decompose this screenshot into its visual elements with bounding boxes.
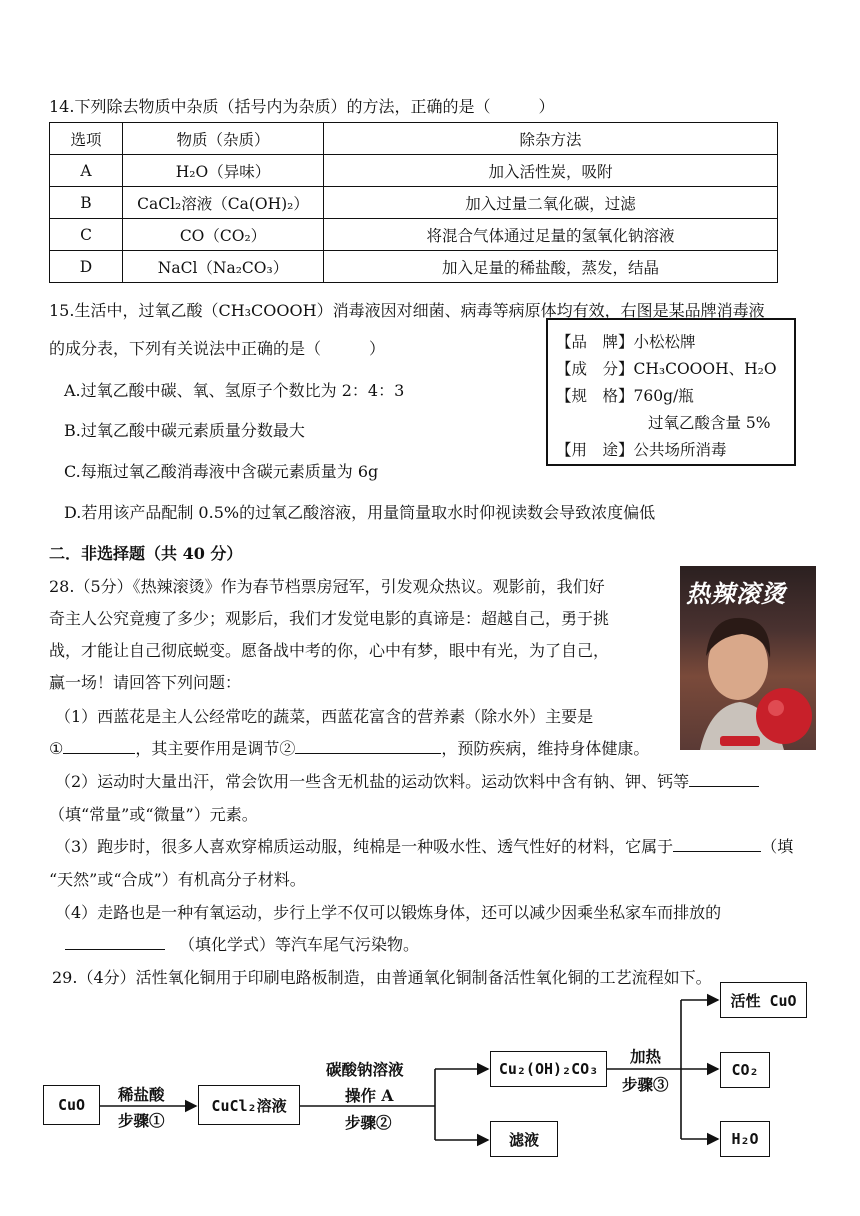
q28-part1-line1: （1）西蓝花是主人公经常吃的蔬菜，西蓝花富含的营养素（除水外）主要是 xyxy=(55,707,594,726)
header-method: 除杂方法 xyxy=(324,123,778,155)
row-option: A xyxy=(50,155,123,187)
row-option: C xyxy=(50,219,123,251)
product-ingredients: 【成 分】CH₃COOOH、H₂O xyxy=(556,360,777,378)
q28-part2-line2: （填“常量”或“微量”）元素。 xyxy=(49,805,258,824)
answer-blank-1[interactable] xyxy=(63,737,135,754)
product-content: 过氧乙酸含量 5% xyxy=(648,414,771,432)
q15-option-c: C.每瓶过氧乙酸消毒液中含碳元素质量为 6g xyxy=(64,462,379,481)
poster-figure-icon xyxy=(680,566,816,750)
q28-part4-text: （填化学式）等汽车尾气污染物。 xyxy=(179,935,420,954)
q28-line3: 战，才能让自己彻底蜕变。愿备战中考的你，心中有梦，眼中有光，为了自己， xyxy=(49,641,610,660)
q14-stem: 14.下列除去物质中杂质（括号内为杂质）的方法，正确的是（ ） xyxy=(49,97,555,116)
q15-stem-line2: 的成分表，下列有关说法中正确的是（ ） xyxy=(49,339,386,358)
q15-stem-line1: 15.生活中，过氧乙酸（CH₃COOOH）消毒液因对细菌、病毒等病原体均有效，右图是某品牌消毒液 xyxy=(49,301,765,320)
q28-part1-line2 xyxy=(49,736,649,759)
q15-option-b: B.过氧乙酸中碳元素质量分数最大 xyxy=(64,421,305,440)
q28-part1-end: ，预防疾病，维持身体健康。 xyxy=(441,739,650,758)
row-method: 将混合气体通过足量的氢氧化钠溶液 xyxy=(324,219,778,251)
q14-table xyxy=(49,122,778,283)
row-method: 加入过量二氧化碳，过滤 xyxy=(324,187,778,219)
q28-part4-line2 xyxy=(65,932,419,955)
row-option: B xyxy=(50,187,123,219)
row-substance: CO（CO₂） xyxy=(123,219,324,251)
row-substance: CaCl₂溶液（Ca(OH)₂） xyxy=(123,187,324,219)
table-header-row xyxy=(50,123,778,155)
header-substance: 物质（杂质） xyxy=(123,123,324,155)
q15-option-d: D.若用该产品配制 0.5%的过氧乙酸溶液，用量筒量取水时仰视读数会导致浓度偏低 xyxy=(64,503,656,522)
product-spec: 【规 格】760g/瓶 xyxy=(556,387,694,405)
box-basic-carbonate: Cu₂(OH)₂CO₃ xyxy=(490,1051,607,1087)
q28-part2-text: （2）运动时大量出汗，常会饮用一些含无机盐的运动饮料。运动饮料中含有钠、钾、钙等 xyxy=(55,772,690,791)
row-method: 加入活性炭，吸附 xyxy=(324,155,778,187)
product-usage: 【用 途】公共场所消毒 xyxy=(556,441,727,459)
row-method: 加入足量的稀盐酸，蒸发，结晶 xyxy=(324,251,778,283)
table-row xyxy=(50,155,778,187)
poster-title: 热辣滚烫 xyxy=(686,579,786,608)
q28-part3-line1 xyxy=(55,834,793,857)
answer-blank-2[interactable] xyxy=(295,737,441,754)
q28-part2-line1 xyxy=(55,769,759,792)
box-h2o: H₂O xyxy=(720,1121,770,1157)
section-title: 二．非选择题（共 40 分） xyxy=(49,544,243,563)
q28-part3-line2: “天然”或“合成”）有机高分子材料。 xyxy=(49,870,306,889)
label-step2: 步骤② xyxy=(345,1113,392,1132)
table-row xyxy=(50,219,778,251)
q28-line1: 28.（5分）《热辣滚烫》作为春节档票房冠军，引发观众热议。观影前，我们好 xyxy=(49,577,605,596)
answer-blank-5[interactable] xyxy=(65,933,165,950)
q28-part3-tail: （填 xyxy=(761,837,794,856)
blank-marker-1: ① xyxy=(49,739,64,758)
q28-part3-text: （3）跑步时，很多人喜欢穿棉质运动服，纯棉是一种吸水性、透气性好的材料，它属于 xyxy=(55,837,674,856)
product-brand: 【品 牌】小松松牌 xyxy=(556,333,696,351)
label-na2co3: 碳酸钠溶液 xyxy=(326,1060,404,1079)
table-row xyxy=(50,251,778,283)
box-co2: CO₂ xyxy=(720,1052,770,1088)
q28-line4: 赢一场！请回答下列问题： xyxy=(49,673,242,692)
row-substance: NaCl（Na₂CO₃） xyxy=(123,251,324,283)
row-substance: H₂O（异味） xyxy=(123,155,324,187)
product-info-box xyxy=(546,318,796,466)
movie-poster-image xyxy=(680,566,816,750)
label-step3: 步骤③ xyxy=(622,1075,669,1094)
table-row xyxy=(50,187,778,219)
label-heat: 加热 xyxy=(630,1047,662,1066)
q29-stem: 29.（4分）活性氧化铜用于印刷电路板制造，由普通氧化铜制备活性氧化铜的工艺流程如下。 xyxy=(52,968,712,987)
answer-blank-3[interactable] xyxy=(689,770,759,787)
q28-line2: 奇主人公究竟瘦了多少；观影后，我们才发觉电影的真谛是：超越自己，勇于挑 xyxy=(49,609,610,628)
q15-option-a: A.过氧乙酸中碳、氧、氢原子个数比为 2：4：3 xyxy=(64,381,405,400)
label-step1: 步骤① xyxy=(118,1111,165,1130)
box-cucl2: CuCl₂溶液 xyxy=(198,1085,300,1125)
box-active-cuo: 活性 CuO xyxy=(720,982,807,1018)
row-option: D xyxy=(50,251,123,283)
q28-part1-mid: ，其主要作用是调节② xyxy=(135,739,296,758)
q28-part4-line1: （4）走路也是一种有氧运动，步行上学不仅可以锻炼身体，还可以减少因乘坐私家车而排放的 xyxy=(55,903,722,922)
box-filtrate: 滤液 xyxy=(490,1121,558,1157)
answer-blank-4[interactable] xyxy=(673,835,761,852)
label-acid: 稀盐酸 xyxy=(118,1085,165,1104)
label-operation-a: 操作 A xyxy=(345,1086,394,1105)
box-cuo: CuO xyxy=(43,1085,100,1125)
header-option: 选项 xyxy=(50,123,123,155)
